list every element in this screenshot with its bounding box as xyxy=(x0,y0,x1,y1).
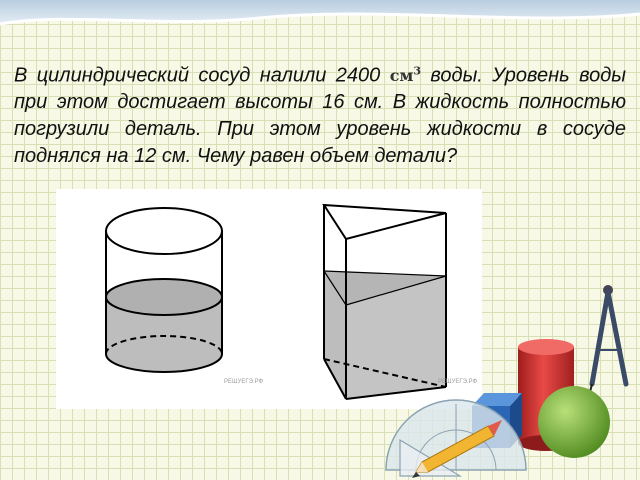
problem-text-end: воды. Уровень воды при этом достигает высоты 16 см. В жидкость полностью погрузили деталь. При этом уровень жидкости в сосуде поднялся на 12 см. Чему равен объем детали? xyxy=(14,64,626,168)
cylinder-figure xyxy=(106,208,222,372)
compass-icon xyxy=(589,285,626,396)
geometry-decoration xyxy=(380,280,640,480)
watermark-right: РЕШУЕГЭ.РФ xyxy=(438,379,478,385)
top-wave-decoration xyxy=(0,0,640,40)
problem-text xyxy=(14,58,626,170)
volume-unit xyxy=(390,66,421,85)
cylinder-liquid-surface xyxy=(106,279,222,315)
unit-exponent: 3 xyxy=(413,65,421,78)
cylinder-top xyxy=(106,208,222,254)
watermark-left: РЕШУЕГЭ.РФ xyxy=(224,379,264,385)
unit-base: см xyxy=(389,66,414,86)
green-sphere-icon xyxy=(538,386,610,458)
problem-text-start: В цилиндрический сосуд налили 2400 xyxy=(14,64,381,87)
prism-top xyxy=(324,205,446,239)
